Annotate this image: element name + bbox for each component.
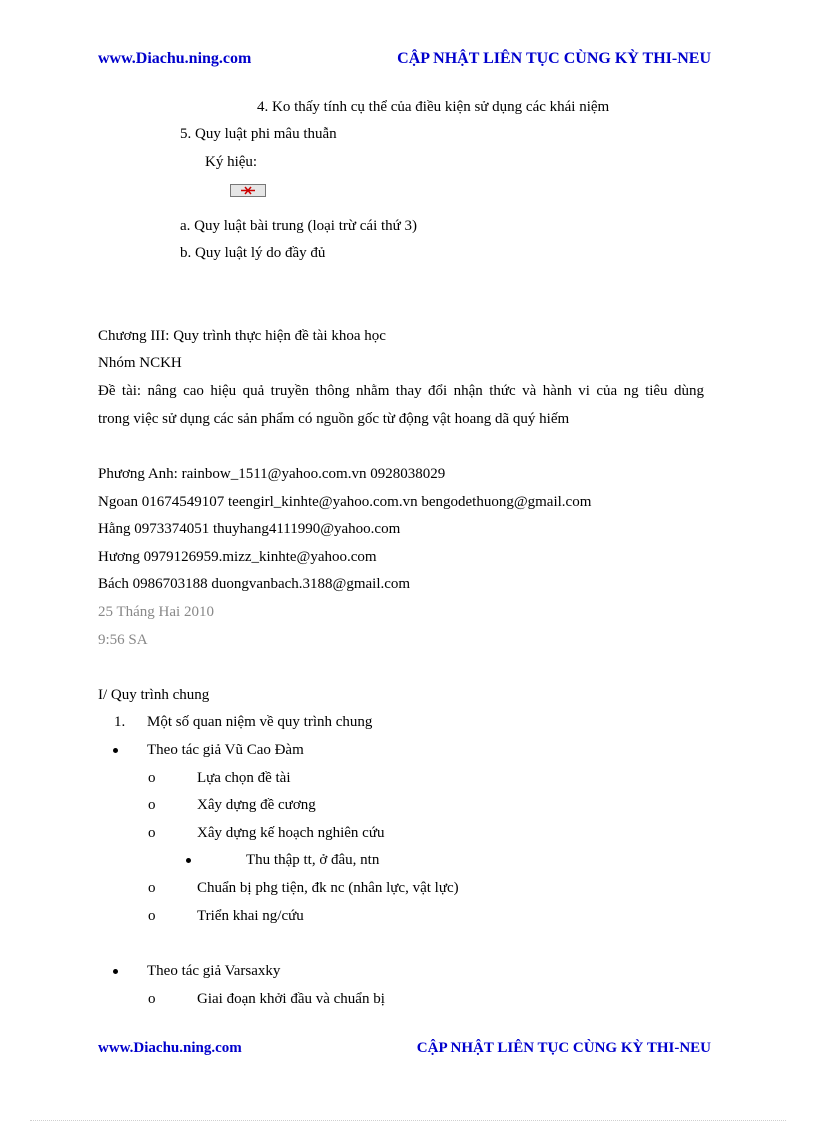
list-item-a: a. Quy luật bài trung (loại trừ cái thứ 3) — [180, 218, 418, 234]
contact-line: Phương Anh: rainbow_1511@yahoo.com.vn 0928038029 — [98, 466, 446, 482]
bullet-item: Theo tác giả Varsaxky — [147, 963, 281, 979]
circle-bullet-icon: o — [148, 797, 156, 813]
sub-list-item: Triển khai ng/cứu — [197, 908, 304, 924]
bullet-icon — [186, 858, 191, 863]
circle-bullet-icon: o — [148, 825, 156, 841]
sub-list-item: Lựa chọn đề tài — [197, 770, 291, 786]
bullet-icon — [113, 748, 118, 753]
sub-list-item: Xây dựng đề cương — [197, 797, 316, 813]
header-tagline: CẬP NHẬT LIÊN TỤC CÙNG KỲ THI-NEU — [397, 50, 711, 67]
footer-tagline: CẬP NHẬT LIÊN TỤC CÙNG KỲ THI-NEU — [416, 1040, 711, 1056]
sub-list-item: Giai đoạn khởi đầu và chuẩn bị — [197, 991, 385, 1007]
note-date: 25 Tháng Hai 2010 — [98, 604, 214, 620]
page-header — [98, 50, 711, 68]
chapter-heading: Chương III: Quy trình thực hiện đề tài khoa học — [98, 328, 386, 344]
sub-list-item: Xây dựng kế hoạch nghiên cứu — [197, 825, 385, 841]
circle-bullet-icon: o — [148, 908, 156, 924]
broken-image-icon — [230, 184, 266, 197]
list-item-b: b. Quy luật lý do đầy đủ — [180, 245, 326, 261]
contact-line: Ngoan 01674549107 teengirl_kinhte@yahoo.com.vn bengodethuong@gmail.com — [98, 494, 592, 510]
symbol-label: Ký hiệu: — [205, 154, 258, 170]
page-footer — [98, 1040, 711, 1057]
bullet-item: Theo tác giả Vũ Cao Đàm — [147, 742, 304, 758]
list-item-1: Một số quan niệm về quy trình chung — [147, 714, 373, 730]
list-number: 1. — [114, 714, 126, 730]
sub-list-item: Chuẩn bị phg tiện, đk nc (nhân lực, vật lực) — [197, 880, 459, 896]
list-item-4: 4. Ko thấy tính cụ thể của điều kiện sử dụng các khái niệm — [257, 99, 610, 115]
circle-bullet-icon: o — [148, 991, 156, 1007]
circle-bullet-icon: o — [148, 770, 156, 786]
section-heading: I/ Quy trình chung — [98, 687, 210, 703]
sub-sub-list-item: Thu thập tt, ở đâu, ntn — [246, 852, 380, 868]
circle-bullet-icon: o — [148, 880, 156, 896]
contact-line: Hương 0979126959.mizz_kinhte@yahoo.com — [98, 549, 377, 565]
bullet-icon — [113, 969, 118, 974]
page-bottom-divider — [30, 1120, 786, 1121]
contact-line: Bách 0986703188 duongvanbach.3188@gmail.com — [98, 576, 411, 592]
list-item-5: 5. Quy luật phi mâu thuẫn — [180, 126, 337, 142]
footer-site-link[interactable]: www.Diachu.ning.com — [98, 1040, 242, 1056]
contact-line: Hằng 0973374051 thuyhang4111990@yahoo.com — [98, 521, 401, 537]
group-name: Nhóm NCKH — [98, 355, 182, 371]
topic-line-2: trong việc sử dụng các sản phẩm có nguồn gốc từ động vật hoang dã quý hiếm — [98, 411, 570, 427]
topic-line-1: Đề tài: nâng cao hiệu quả truyền thông nhằm thay đổi nhận thức và hành vi của ng tiêu dùng — [98, 383, 704, 399]
header-site-link[interactable]: www.Diachu.ning.com — [98, 50, 252, 67]
note-time: 9:56 SA — [98, 632, 148, 648]
